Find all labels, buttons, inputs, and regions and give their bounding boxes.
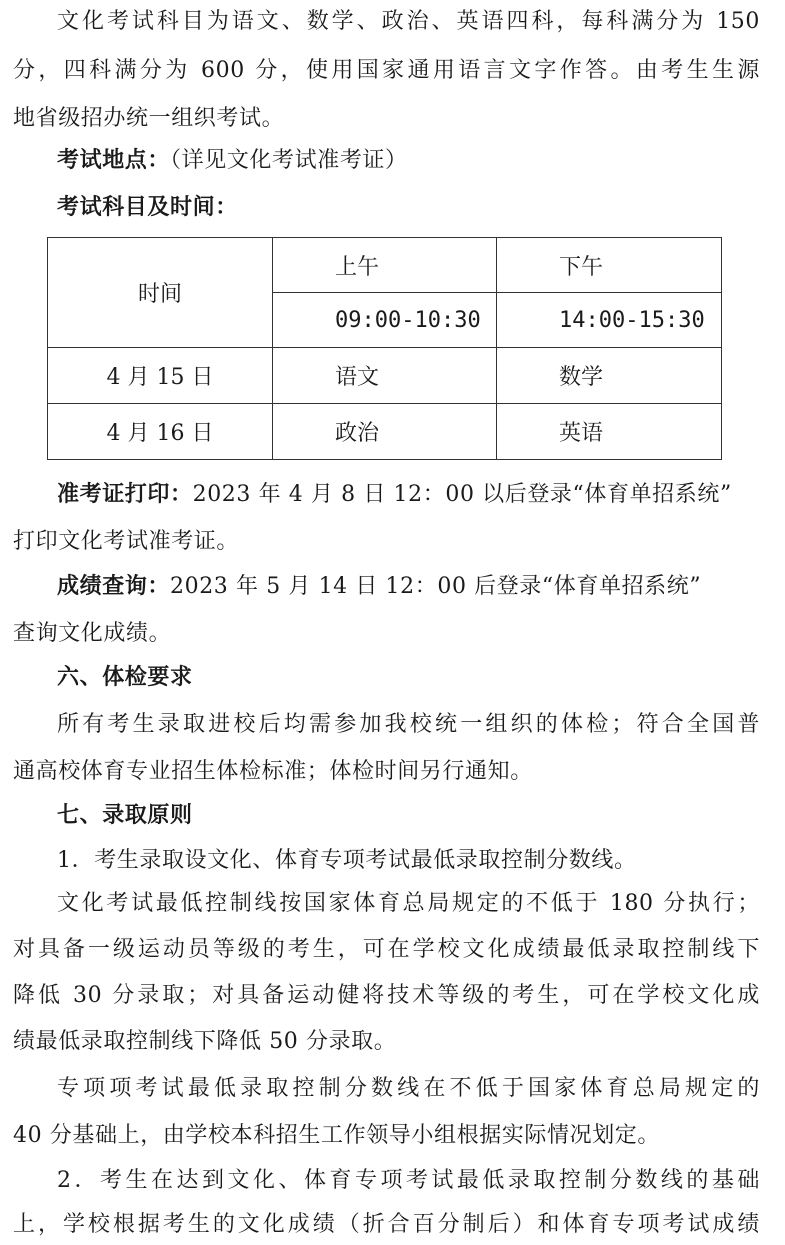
section-7-item-1: 1．考生录取设文化、体育专项考试最低录取控制分数线。 — [57, 848, 637, 873]
table-row — [48, 348, 722, 404]
admission-ticket-label: 准考证打印： — [57, 482, 193, 507]
schedule-table — [47, 237, 722, 460]
exam-schedule-label: 考试科目及时间： — [57, 195, 238, 220]
date-cell: 4 月 15 日 — [48, 348, 273, 404]
pm-time-cell: 14:00-15:30 — [497, 293, 722, 348]
exam-location — [57, 146, 760, 176]
score-query-line-2: 查询文化成绩。 — [13, 621, 172, 646]
date-cell: 4 月 16 日 — [48, 404, 273, 460]
table-row — [48, 238, 722, 293]
am-subject-cell: 政治 — [273, 404, 497, 460]
section-7-p1-line-1: 文化考试最低控制线按国家体育总局规定的不低于 180 分执行； — [57, 891, 760, 916]
section-7-p2-line-2: 40 分基础上，由学校本科招生工作领导小组根据实际情况划定。 — [13, 1123, 660, 1148]
exam-location-label: 考试地点： — [57, 148, 171, 173]
pm-subject-cell: 英语 — [497, 404, 722, 460]
score-query-label: 成绩查询： — [57, 574, 171, 599]
intro-line-2: 分，四科满分为 600 分，使用国家通用语言文字作答。由考生生源 — [13, 58, 760, 83]
pm-subject-cell: 数学 — [497, 348, 722, 404]
section-7-heading: 七、录取原则 — [57, 803, 193, 828]
section-6-line-2: 通高校体育专业招生体检标准；体检时间另行通知。 — [13, 759, 533, 784]
score-query-line-1: 成绩查询：2023 年 5 月 14 日 12：00 后登录“体育单招系统” — [57, 574, 702, 599]
am-time-cell: 09:00-10:30 — [273, 293, 497, 348]
pm-label-cell: 下午 — [497, 238, 722, 293]
table-row — [48, 404, 722, 460]
section-6-heading: 六、体检要求 — [57, 665, 193, 690]
admission-ticket-line-1: 准考证打印：2023 年 4 月 8 日 12：00 以后登录“体育单招系统” — [57, 482, 732, 507]
section-7-p1-line-3: 降低 30 分录取；对具备运动健将技术等级的考生，可在学校文化成 — [13, 983, 760, 1008]
section-7-item-2-line-1: 2．考生在达到文化、体育专项考试最低录取控制分数线的基础 — [57, 1168, 760, 1193]
time-header-cell: 时间 — [48, 238, 273, 348]
section-6-line-1: 所有考生录取进校后均需参加我校统一组织的体检；符合全国普 — [57, 712, 760, 737]
section-7-p1-line-2: 对具备一级运动员等级的考生，可在学校文化成绩最低录取控制线下 — [13, 937, 760, 962]
am-subject-cell: 语文 — [273, 348, 497, 404]
section-7-item-2-line-2: 上，学校根据考生的文化成绩（折合百分制后）和体育专项考试成绩 — [13, 1212, 760, 1237]
intro-line-3: 地省级招办统一组织考试。 — [13, 106, 285, 131]
intro-line-1: 文化考试科目为语文、数学、政治、英语四科，每科满分为 150 — [57, 9, 760, 34]
section-7-p1-line-4: 绩最低录取控制线下降低 50 分录取。 — [13, 1029, 397, 1054]
exam-location-value: （详见文化考试准考证） — [170, 148, 408, 173]
am-label-cell: 上午 — [273, 238, 497, 293]
section-7-p2-line-1: 专项项考试最低录取控制分数线在不低于国家体育总局规定的 — [57, 1076, 760, 1101]
admission-ticket-line-2: 打印文化考试准考证。 — [13, 529, 240, 554]
